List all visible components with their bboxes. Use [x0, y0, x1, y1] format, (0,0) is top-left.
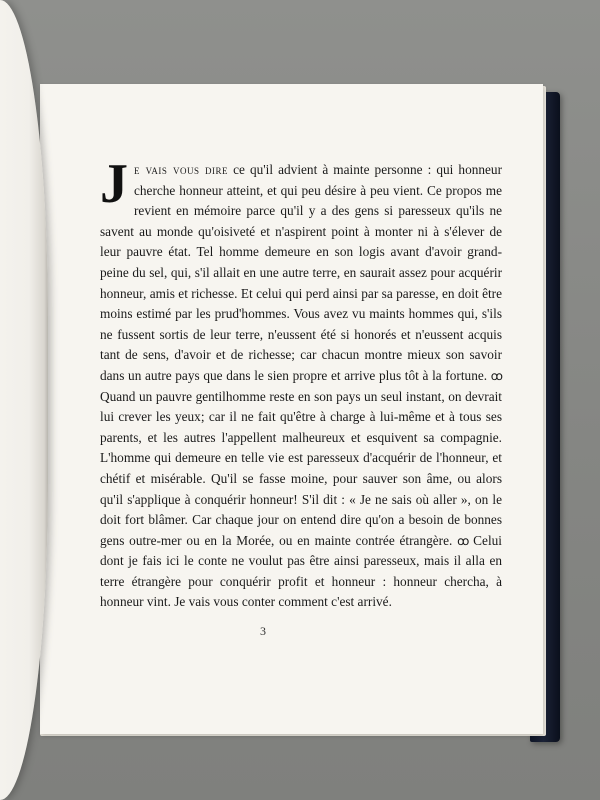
lead-in-small-caps: e vais vous dire — [134, 162, 229, 177]
section-ornament-icon: ꝏ — [490, 368, 503, 383]
page-number: 3 — [260, 624, 266, 638]
paragraph-part-1: ce qu'il advient à mainte personne : qui honneur cherche honneur atteint, et qui peu désire à peu vient. Ce propos me revient en mémoire parce qu'il y a des gens si paresseux qu'ils ne savent au monde qu'oisiveté et n'aspirent point à monter ni à s'élever de leur pauvre état. Tel homme demeure en son logis avant d'avoir grand-peine du sel, qui, s'il allait en une autre terre, en saurait assez pour acquérir honneur, amis et richesse. Et celui qui perd ainsi par sa paresse, en doit être moins estimé par les prud'hommes. Vous avez vu maints hommes qui, s'ils ne fussent sortis de leur terre, n'eussent été si honorés et n'eussent acquis tant de sens, d'avoir et de richesse; car chacun montre mieux son savoir dans un autre pays que dans le sien propre et arrive plus tôt à la fortune. — [100, 162, 502, 383]
body-text — [100, 153, 503, 613]
drop-cap: J — [100, 153, 128, 215]
paragraph-part-2: Quand un pauvre gentilhomme reste en son pays un seul instant, on devrait lui crever les yeux; car il ne fait qu'être à charge à lui-même et à tous ses parents, et les autres l'appellent malheureux et esquivent sa compagnie. L'homme qui demeure en telle vie est paresseux d'acquérir de l'honneur, et chétif et misérable. Qu'il se fasse moine, pour sauver son âme, ou alors qu'il s'applique à conquérir honneur! S'il dit : « Je ne sais où aller », on le doit fort blâmer. Car chaque jour on entend dire qu'on a besoin de bonnes gens outre-mer ou en la Morée, ou en mainte contrée étrangère. — [100, 388, 502, 548]
paragraph-part-3: Celui dont je fais ici le conte ne voulut pas être ainsi paresseux, mais il alla en terre étrangère pour conquérir profit et honneur : honneur chercha, à honneur vint. Je vais vous conter comment c'est arrivé. — [100, 532, 502, 610]
section-ornament-icon: ꝏ — [457, 533, 469, 548]
